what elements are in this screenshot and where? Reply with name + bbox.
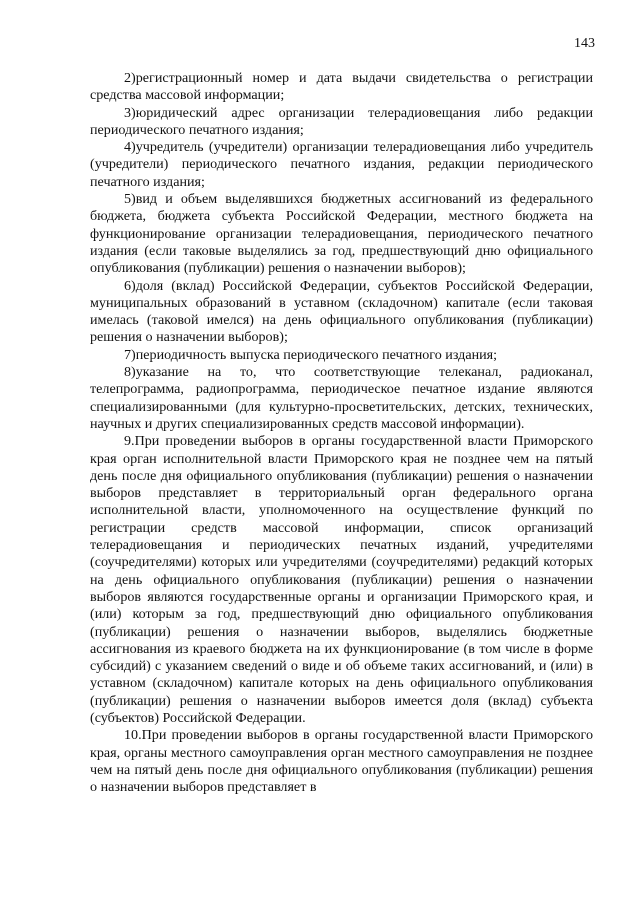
- paragraph-item-5: 5)вид и объем выделявшихся бюджетных ассигнований из федерального бюджета, бюджета субъекта Российской Федерации, местного бюджета на функционирование организации телерадиовещания, периодического печатного издания (если таковые выделялись за год, предшествующий дню официального опубликования (публикации) решения о назначении выборов);: [90, 191, 593, 277]
- page-number: 143: [574, 36, 595, 51]
- paragraph-item-2: 2)регистрационный номер и дата выдачи свидетельства о регистрации средства массовой информации;: [90, 70, 593, 104]
- paragraph-item-6: 6)доля (вклад) Российской Федерации, субъектов Российской Федерации, муниципальных образований в уставном (складочном) капитале (если таковая имелась (таковой имелся) на день официального опубликования (публикации) решения о назначении выборов);: [90, 277, 593, 346]
- paragraph-section-10: 10.При проведении выборов в органы государственной власти Приморского края, органы местного самоуправления орган местного самоуправления не позднее чем на пятый день после дня официального опубликования (публикации) решения о назначении выборов представляет в: [90, 727, 593, 796]
- paragraph-section-9: 9.При проведении выборов в органы государственной власти Приморского края орган исполнительной власти Приморского края не позднее чем на пятый день после дня официального опубликования (публикации) решения о назначении выборов представляет в территориальный орган федерального органа исполнительной власти, уполномоченного на осуществление функций по регистрации средств массовой информации, список организаций телерадиовещания и периодических печатных изданий, учредителями (соучредителями) которых или учредителями (соучредителями) редакций которых на день официального опубликования (публикации) решения о назначении выборов являются государственные органы и организации Приморского края, и (или) которым за год, предшествующий дню официального опубликования (публикации) решения о назначении выборов, выделялись бюджетные ассигнования из краевого бюджета на их функционирование (в том числе в форме субсидий) с указанием сведений о виде и об объеме таких ассигнований, и (или) в уставном (складочном) капитале которых на день официального опубликования (публикации) решения о назначении выборов имеется доля (вклад) субъекта (субъектов) Российской Федерации.: [90, 433, 593, 726]
- document-body: [90, 70, 593, 796]
- paragraph-item-8: 8)указание на то, что соответствующие телеканал, радиоканал, телепрограмма, радиопрограмма, периодическое печатное издание являются специализированными (для культурно-просветительских, детских, технических, научных и других специализированных средств массовой информации).: [90, 364, 593, 432]
- paragraph-item-4: 4)учредитель (учредители) организации телерадиовещания либо учредитель (учредители) периодического печатного издания, редакции периодического печатного издания;: [90, 139, 593, 190]
- paragraph-item-3: 3)юридический адрес организации телерадиовещания либо редакции периодического печатного издания;: [90, 104, 593, 138]
- paragraph-item-7: 7)периодичность выпуска периодического печатного издания;: [124, 346, 498, 363]
